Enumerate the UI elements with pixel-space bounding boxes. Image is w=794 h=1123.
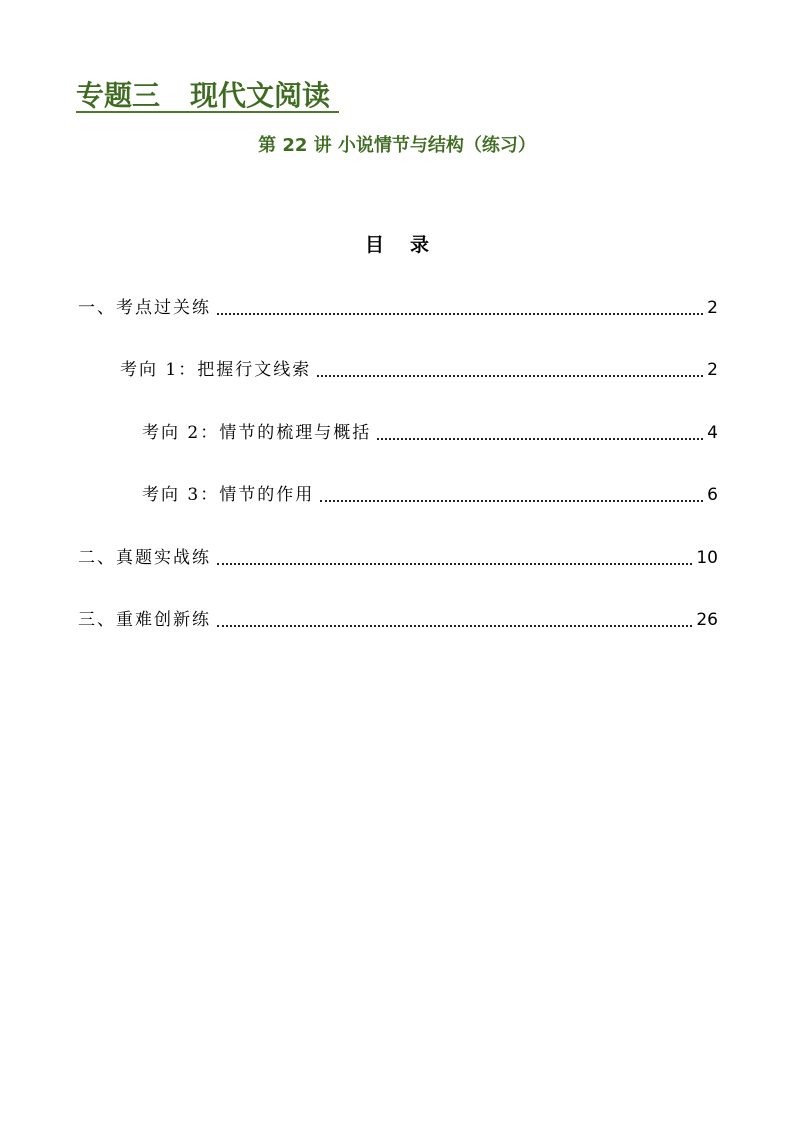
toc-entry-label: 考向 1：把握行文线索 (120, 360, 312, 380)
toc-leader-dots (217, 313, 703, 315)
toc-leader-dots (217, 625, 692, 627)
toc-page-number: 6 (707, 485, 718, 505)
topic-label: 专题三 (76, 79, 161, 112)
toc-page-number: 2 (707, 298, 718, 318)
lecture-title: 第 22 讲 小说情节与结构（练习） (258, 135, 536, 156)
header-underline (76, 111, 339, 113)
toc-entry-label: 二、真题实战练 (78, 548, 211, 568)
toc-page-number: 4 (707, 423, 718, 443)
toc-entry-section-2[interactable] (78, 546, 718, 570)
toc-heading: 目录 (364, 234, 455, 256)
toc-leader-dots (217, 563, 692, 565)
toc-entry-label: 一、考点过关练 (78, 298, 211, 318)
toc-entry-direction-1[interactable] (120, 358, 718, 382)
toc-page-number: 26 (696, 610, 718, 630)
page-header-title (76, 78, 330, 114)
toc-leader-dots (317, 375, 703, 377)
toc-page-number: 2 (707, 360, 718, 380)
subject-label: 现代文阅读 (190, 79, 331, 112)
toc-leader-dots (320, 500, 703, 502)
toc-entry-section-3[interactable] (78, 608, 718, 632)
toc-leader-dots (377, 438, 703, 440)
toc-entry-label: 考向 3：情节的作用 (142, 485, 315, 505)
toc-page-number: 10 (696, 548, 718, 568)
toc-entry-direction-2[interactable] (142, 421, 718, 445)
toc-entry-direction-3[interactable] (142, 483, 718, 507)
toc-entry-label: 考向 2：情节的梳理与概括 (142, 423, 372, 443)
toc-entry-label: 三、重难创新练 (78, 610, 211, 630)
toc-entry-section-1[interactable] (78, 296, 718, 320)
